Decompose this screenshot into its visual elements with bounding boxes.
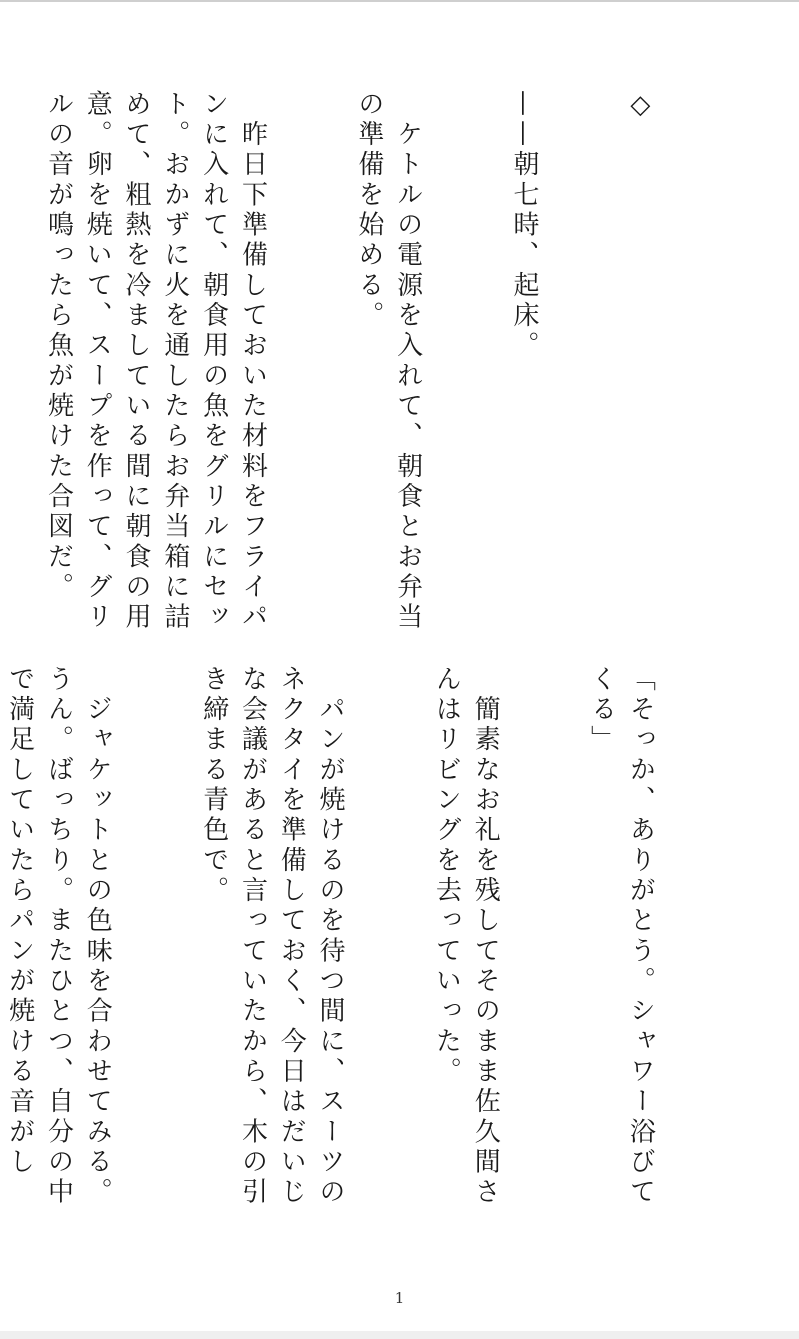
page-top-border <box>0 0 799 2</box>
page-number: 1 <box>394 1289 405 1307</box>
paragraph: ケトルの電源を入れて、朝食とお弁当の準備を始める。 <box>353 90 423 633</box>
scene-break-marker: ◇ <box>625 90 656 125</box>
paragraph: パンが焼けるのを待つ間に、スーツのネクタイを準備しておく、今日はだいじな会議があると言っていたから、木の引き締まる青色で。 <box>198 665 346 1208</box>
paragraph: 簡素なお礼を残してそのまま佐久間さんはリビングを去っていった。 <box>431 665 501 1208</box>
paragraph: ——朝七時、起床。 <box>509 90 540 362</box>
text-section-top <box>43 90 737 650</box>
paragraph: 昨日下準備しておいた材料をフライパンに入れて、朝食用の魚をグリルにセット。おかずに火を通したらお弁当箱に詰めて、粗熱を冷ましている間に朝食の用意。卵を焼いて、スープを作って、グリルの音が鳴ったら魚が焼けた合図だ。 <box>43 90 268 633</box>
dialogue-line: 「そっか、ありがとう。シャワー浴びてくる」 <box>586 665 656 1208</box>
text-section-bottom <box>4 665 737 1225</box>
paragraph: ジャケットとの色味を合わせてみる。うん。ばっちり。またひとつ、自分の中で満足していたらパンが焼ける音がし <box>4 665 113 1208</box>
page-bottom-border <box>0 1331 799 1339</box>
